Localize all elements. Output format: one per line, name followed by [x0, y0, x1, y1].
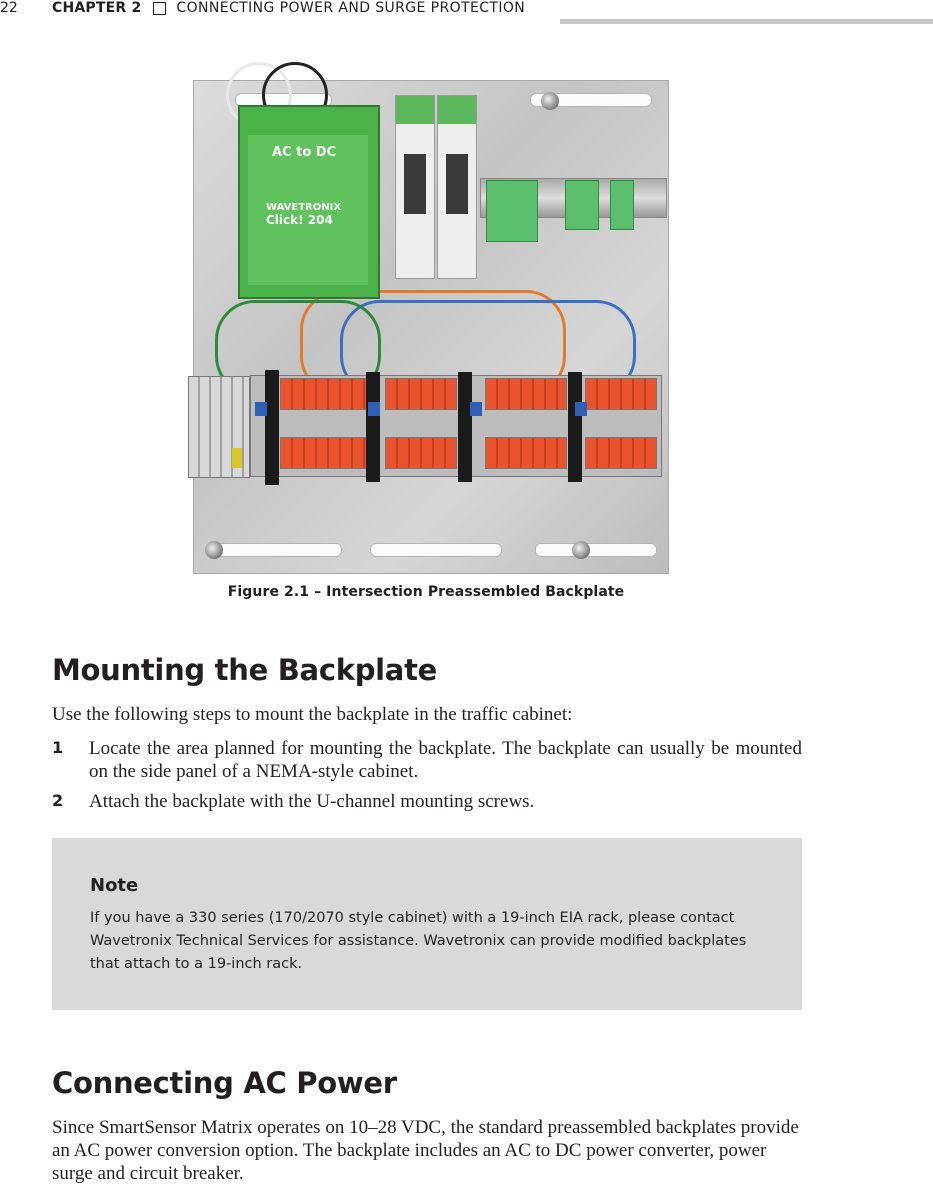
square-bullet-icon [153, 2, 166, 15]
list-item [52, 738, 802, 784]
header-rule [560, 19, 933, 24]
note-box [52, 838, 802, 1010]
blue-terminal [255, 402, 267, 416]
section-heading: Connecting AC Power [52, 1066, 397, 1100]
step-number: 1 [52, 738, 64, 757]
mounting-slot [535, 543, 657, 557]
screw-icon [572, 541, 590, 559]
terminal-row [485, 437, 567, 469]
terminal-row [280, 437, 367, 469]
terminal-row [280, 378, 367, 410]
figure-caption: Figure 2.1 – Intersection Preassembled Backplate [227, 584, 625, 600]
note-title: Note [90, 875, 139, 896]
chapter-heading [52, 0, 525, 16]
chapter-title: CONNECTING POWER AND SURGE PROTECTION [176, 0, 526, 16]
mounting-slot [370, 543, 502, 557]
step-text: Locate the area planned for mounting the backplate. The backplate can usually be mounted on the side panel of a NEMA-style cabinet. [89, 738, 802, 782]
note-text: If you have a 330 series (170/2070 style cabinet) with a 19-inch EIA rack, please contact Wavetronix Technical Services for assistance. Wavetronix can provide modified backplates that attach to a 19-inch rack. [90, 910, 747, 972]
converter-model: Click! 204 [266, 213, 333, 227]
terminal-row [385, 378, 457, 410]
screw-icon [205, 541, 223, 559]
ground-terminal [232, 448, 242, 468]
terminal-block [486, 180, 538, 242]
blue-terminal [575, 402, 587, 416]
step-text: Attach the backplate with the U-channel mounting screws. [89, 791, 535, 812]
blue-terminal [470, 402, 482, 416]
mounting-slot [210, 543, 342, 557]
intro-paragraph: Use the following steps to mount the backplate in the traffic cabinet: [52, 704, 573, 725]
blue-terminal [368, 402, 380, 416]
end-clip [568, 372, 582, 482]
chapter-label: CHAPTER 2 [52, 0, 142, 16]
end-clip [458, 372, 472, 482]
terminal-block [610, 180, 634, 230]
section-heading: Mounting the Backplate [52, 653, 437, 687]
converter-brand: WAVETRONIX [266, 202, 342, 213]
surge-module [437, 95, 477, 279]
terminal-row [385, 437, 457, 469]
terminal-block [565, 180, 599, 230]
converter-title: AC to DC [272, 145, 337, 160]
list-item [52, 791, 802, 815]
step-number: 2 [52, 791, 64, 810]
end-clip [366, 372, 380, 482]
screw-icon [541, 92, 559, 110]
terminal-row [585, 378, 657, 410]
page-header [0, 0, 933, 24]
page-number: 22 [0, 0, 18, 16]
body-paragraph: Since SmartSensor Matrix operates on 10–28 VDC, the standard preassembled backplates provide an AC power conversion option. The backplate includes an AC to DC power converter, power surge and circuit breaker. [52, 1117, 799, 1184]
terminal-row [585, 437, 657, 469]
surge-module [395, 95, 435, 279]
terminal-row [485, 378, 567, 410]
end-clip [265, 370, 279, 485]
